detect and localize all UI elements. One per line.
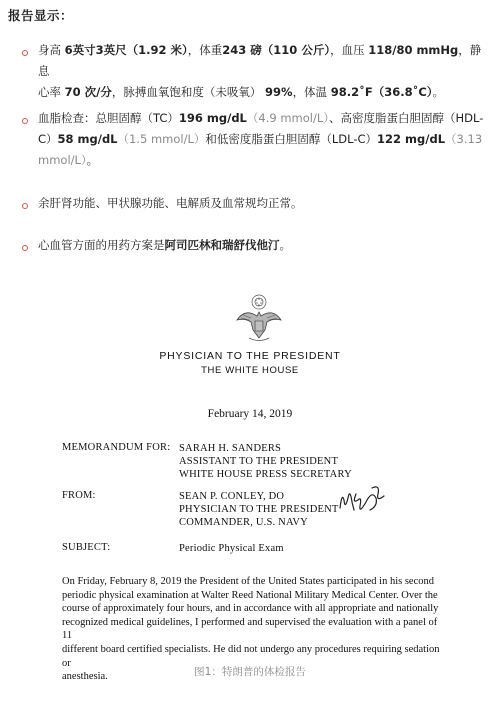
hdl-mmol: （1.5 mmol/L） xyxy=(117,132,206,146)
medication-names: 阿司匹林和瑞舒伐他汀 xyxy=(164,238,280,252)
vitals-text xyxy=(38,40,490,103)
bullet-circle-icon xyxy=(22,245,28,251)
oxygen-value: 99% xyxy=(265,85,293,99)
subject-label: SUBJECT: xyxy=(62,542,111,553)
signature-image xyxy=(332,480,392,516)
bullet-circle-icon xyxy=(22,118,28,124)
paragraph-line: periodic physical examination at Walter Reed National Military Medical Center. Over the xyxy=(62,589,438,601)
text-fragment: ，血压 xyxy=(330,43,369,57)
lipid-text xyxy=(38,108,490,171)
from-label: FROM: xyxy=(62,490,96,501)
text-fragment: 心率 xyxy=(38,85,65,99)
heart-rate-value: 70 次/分 xyxy=(64,85,112,99)
paragraph-line: On Friday, February 8, 2019 the President of the United States participated in his second xyxy=(62,576,434,587)
paragraph-line: recognized medical guidelines, I performed and supervised the evaluation with a panel of 11 xyxy=(62,616,438,642)
memorandum-recipient xyxy=(179,442,352,481)
ldl-value: 122 mg/dL xyxy=(377,132,446,146)
text-fragment: 心血管方面的用药方案是 xyxy=(38,238,165,252)
memo-date: February 14, 2019 xyxy=(207,408,293,420)
report-heading: 报告显示： xyxy=(8,8,74,23)
text-fragment: 身高 xyxy=(38,43,65,57)
text-fragment: ，体重 xyxy=(187,43,223,57)
white-house-title: THE WHITE HOUSE xyxy=(201,365,299,376)
sender-line: SEAN P. CONLEY, DO xyxy=(179,491,285,502)
text-fragment: C） xyxy=(38,132,58,146)
paragraph-line: different board certified specialists. He did not undergo any procedures requiring sedation or xyxy=(62,643,440,669)
paragraph-line: course of approximately four hours, and in accordance with all appropriate and nationally xyxy=(62,603,439,615)
text-fragment: ，体温 xyxy=(292,85,331,99)
ldl-mmol-cont: mmol/L） xyxy=(38,153,87,167)
blood-pressure-value: 118/80 mmHg xyxy=(368,43,459,57)
sender-line: PHYSICIAN TO THE PRESIDENT xyxy=(179,504,339,515)
physician-title: PHYSICIAN TO THE PRESIDENT xyxy=(159,350,341,362)
memorandum-label: MEMORANDUM FOR: xyxy=(62,442,171,453)
sender-line: COMMANDER, U.S. NAVY xyxy=(179,517,308,528)
text-fragment: ，脉搏血氧饱和度（未吸氧） xyxy=(111,85,266,99)
presidential-seal-icon xyxy=(231,290,287,346)
recipient-line: ASSISTANT TO THE PRESIDENT xyxy=(179,456,339,467)
text-fragment: 血脂检查：总胆固醇（TC） xyxy=(38,111,179,125)
bullet-circle-icon xyxy=(22,50,28,56)
figure-caption: 图1：特朗普的体检报告 xyxy=(194,666,306,678)
text-fragment: 和低密度脂蛋白胆固醇（LDL-C） xyxy=(205,132,378,146)
text-fragment: 。 xyxy=(279,238,291,252)
paragraph-line: anesthesia. xyxy=(62,671,108,683)
weight-value: 243 磅（110 公斤） xyxy=(222,43,331,57)
tc-mmol: （4.9 mmol/L） xyxy=(246,111,329,125)
height-value: 6英寸3英尺（1.92 米） xyxy=(64,43,188,57)
subject-value: Periodic Physical Exam xyxy=(179,543,284,554)
recipient-line: SARAH H. SANDERS xyxy=(179,443,282,454)
text-fragment: 。 xyxy=(86,153,99,167)
recipient-line: WHITE HOUSE PRESS SECRETARY xyxy=(179,469,352,480)
ldl-mmol: （3.13 xyxy=(445,132,483,146)
from-sender xyxy=(179,490,339,529)
temperature-value: 98.2˚F（36.8˚C） xyxy=(330,85,433,99)
text-fragment: 、高密度脂蛋白胆固醇（HDL- xyxy=(329,111,484,125)
bullet-circle-icon xyxy=(22,203,28,209)
hdl-value: 58 mg/dL xyxy=(57,132,118,146)
tc-value: 196 mg/dL xyxy=(178,111,247,125)
text-fragment: ，静息 xyxy=(38,43,482,78)
text-fragment: 。 xyxy=(432,85,445,99)
medication-text xyxy=(38,235,490,256)
normal-function-text: 余肝肾功能、甲状腺功能、电解质及血常规均正常。 xyxy=(38,196,303,210)
